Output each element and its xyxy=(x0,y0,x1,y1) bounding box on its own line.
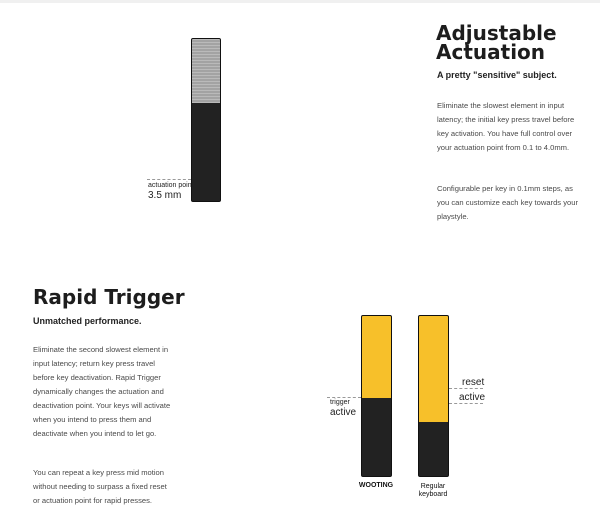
rapid-paragraph-1: Eliminate the second slowest element in input latency; return key press travel before key deactivation. Rapid Trigger dynamically changes the actuation and deactivation point. Your keys will activate when you intend to press them and deactivate when you intend to let go. xyxy=(33,345,171,438)
rapid-subtitle: Unmatched performance. xyxy=(33,316,142,326)
regular-key-bar xyxy=(418,315,449,477)
rapid-paragraph-2: You can repeat a key press mid motion without needing to surpass a fixed reset or actuation point for rapid presses. xyxy=(33,468,167,505)
regular-released-segment xyxy=(419,316,448,422)
wooting-pressed-segment xyxy=(362,398,391,476)
wooting-trigger-label: trigger xyxy=(330,399,350,406)
actuation-key-bar xyxy=(191,38,221,202)
adjustable-title-line2: Actuation xyxy=(436,40,546,64)
actuation-point-value: 3.5 mm xyxy=(148,190,182,201)
adjustable-subtitle: A pretty "sensitive" subject. xyxy=(437,70,557,80)
actuation-travel-segment xyxy=(192,39,220,103)
regular-caption-line2: keyboard xyxy=(418,491,448,498)
top-divider xyxy=(0,0,600,3)
actuation-point-label: actuation point xyxy=(148,182,194,189)
wooting-trigger-marker-line xyxy=(327,397,361,398)
regular-reset-label: reset xyxy=(462,377,485,388)
regular-pressed-segment xyxy=(419,422,448,476)
regular-active-marker-line xyxy=(449,403,483,404)
adjustable-title-line1: Adjustable xyxy=(436,21,557,45)
actuation-remaining-segment xyxy=(192,103,220,201)
wooting-active-label: active xyxy=(330,407,357,418)
regular-caption-line1: Regular xyxy=(420,483,446,490)
adjustable-paragraph-1: Eliminate the slowest element in input latency; the initial key press travel before key activation. You have full control over your actuation point from 0.1 to 4.0mm. xyxy=(437,101,575,152)
regular-active-label: active xyxy=(459,392,486,403)
wooting-key-bar xyxy=(361,315,392,477)
rapid-title: Rapid Trigger xyxy=(33,285,185,309)
wooting-caption: WOOTING xyxy=(358,482,394,489)
regular-reset-marker-line xyxy=(449,388,483,389)
wooting-released-segment xyxy=(362,316,391,398)
actuation-marker-line xyxy=(147,179,191,180)
adjustable-paragraph-2: Configurable per key in 0.1mm steps, as you can customize each key towards your playstyle. xyxy=(437,184,578,221)
